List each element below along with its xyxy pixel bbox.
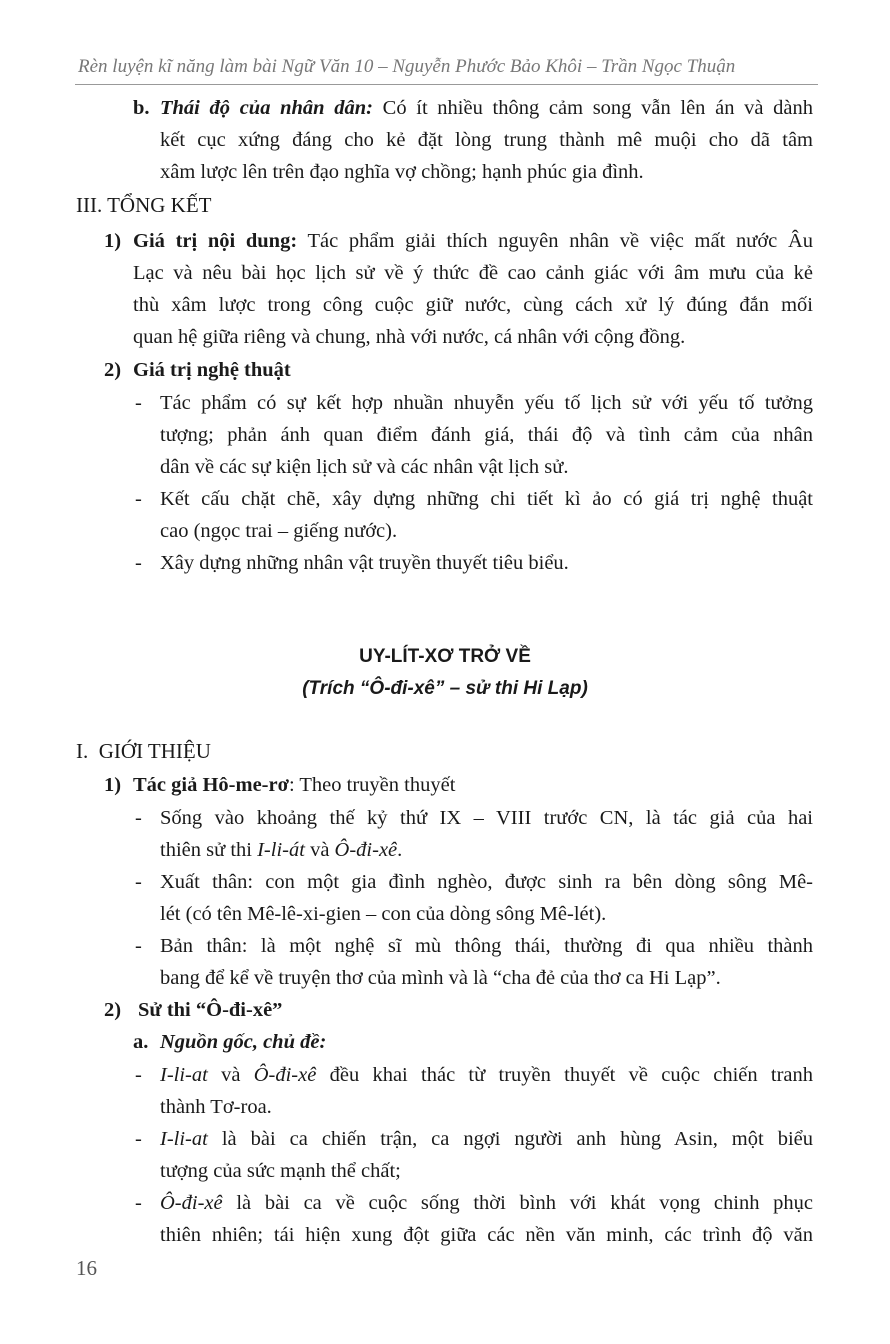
tk-bullet3-line-1: Xây dựng những nhân vật truyền thuyết tiêu biểu.: [160, 552, 569, 574]
tk-bullet1-line-2: tượng; phản ánh quan điểm đánh giá, thái độ và tình cảm của nhân: [160, 424, 813, 446]
gt-b1-iliat: I-li-át: [257, 839, 305, 861]
tk-item2-title: Giá trị nghệ thuật: [133, 359, 291, 381]
item-b-marker: b.: [133, 97, 150, 119]
gt-b1-odixe: Ô-đi-xê: [334, 839, 398, 861]
gt-a-b2-iliat: I-li-at: [160, 1128, 208, 1150]
gt-b1-a: thiên sử thi: [160, 839, 258, 861]
tk-item1-line-4: quan hệ giữa riêng và chung, nhà với nước, cá nhân với cộng đồng.: [133, 326, 686, 348]
heading-tong-ket: III. TỔNG KẾT: [76, 193, 212, 217]
running-header: Rèn luyện kĩ năng làm bài Ngữ Văn 10 – Nguyễn Phước Bảo Khôi – Trần Ngọc Thuận: [78, 56, 736, 77]
gt-a-b1-odixe: Ô-đi-xê: [253, 1064, 317, 1086]
bullet-dash: -: [135, 392, 142, 414]
tk-item1-title: Giá trị nội dung:: [133, 230, 298, 252]
page-number: 16: [76, 1256, 97, 1280]
gt-a-b1-va: và: [207, 1064, 254, 1086]
gt-a-b1-rest: đều khai thác từ truyền thuyết về cuộc chiến tranh: [316, 1064, 813, 1086]
header-rule: [75, 84, 818, 85]
gt-a-bullet2-line-2: tượng của sức mạnh thể chất;: [160, 1160, 401, 1182]
tk-item1-line-1: [133, 227, 813, 255]
gt-bullet2-line-2: lét (có tên Mê-lê-xi-gien – con của dòng sông Mê-lét).: [160, 903, 607, 925]
gt-sub-a-title: Nguồn gốc, chủ đề:: [160, 1031, 327, 1053]
gt-bullet3-line-1: Bản thân: là một nghệ sĩ mù thông thái, thường đi qua nhiều thành: [160, 935, 813, 957]
gt-item2-title: Sử thi “Ô-đi-xê”: [138, 999, 283, 1021]
tk-bullet2-line-2: cao (ngọc trai – giếng nước).: [160, 520, 398, 542]
gt-a-b3-odixe: Ô-đi-xê: [160, 1192, 223, 1214]
gt-a-bullet3-line-1: [160, 1189, 813, 1217]
tk-bullet1-line-1: Tác phẩm có sự kết hợp nhuần nhuyễn yếu tố lịch sử với yếu tố tưởng: [160, 392, 813, 414]
gt-sub-a-marker: a.: [133, 1031, 149, 1053]
gt-item2-num: 2): [104, 999, 122, 1021]
bullet-dash: -: [135, 552, 142, 574]
section-subtitle: (Trích “Ô-đi-xê” – sử thi Hi Lạp): [302, 678, 588, 699]
heading-gioi-thieu: I. GIỚI THIỆU: [76, 739, 211, 763]
gt-a-bullet1-line-1: [160, 1061, 813, 1089]
tk-bullet1-line-3: dân về các sự kiện lịch sử và các nhân vật lịch sử.: [160, 456, 569, 478]
gt-bullet2-line-1: Xuất thân: con một gia đình nghèo, được sinh ra bên dòng sông Mê-: [160, 871, 813, 893]
tk-bullet2-line-1: Kết cấu chặt chẽ, xây dựng những chi tiết kì ảo có giá trị nghệ thuật: [160, 488, 813, 510]
tk-item1-line-2: Lạc và nêu bài học lịch sử về ý thức đề cao cảnh giác với âm mưu của kẻ: [133, 262, 813, 284]
gt-item1-rest: : Theo truyền thuyết: [288, 774, 456, 796]
bullet-dash: -: [135, 1192, 142, 1214]
tk-item1-num: 1): [104, 230, 122, 252]
item-b-text-1: Có ít nhiều thông cảm song vẫn lên án và dành: [372, 97, 813, 119]
tk-item1-line-3: thù xâm lược trong công cuộc giữ nước, cùng cách xử lý đúng đắn mối: [133, 294, 813, 316]
gt-a-b3-rest: là bài ca về cuộc sống thời bình với khát vọng chinh phục: [222, 1192, 813, 1214]
gt-a-b2-rest: là bài ca chiến trận, ca ngợi người anh hùng Asin, một biểu: [207, 1128, 813, 1150]
bullet-dash: -: [135, 1064, 142, 1086]
gt-a-bullet3-line-2: thiên nhiên; tái hiện xung đột giữa các nền văn minh, các trình độ văn: [160, 1224, 813, 1246]
tk-item1-text-1: Tác phẩm giải thích nguyên nhân về việc mất nước Âu: [297, 230, 813, 252]
tk-item2-num: 2): [104, 359, 122, 381]
gt-item1-title: Tác giả Hô-me-rơ: [133, 774, 289, 796]
bullet-dash: -: [135, 871, 142, 893]
item-b-line-2: kết cục xứng đáng cho kẻ đặt lòng trung thành mê muội cho dã tâm: [160, 129, 813, 151]
bullet-dash: -: [135, 488, 142, 510]
section-title: UY-LÍT-XƠ TRỞ VỀ: [359, 646, 531, 667]
gt-a-bullet1-line-2: thành Tơ-roa.: [160, 1096, 272, 1118]
bullet-dash: -: [135, 807, 142, 829]
item-b-title: Thái độ của nhân dân:: [160, 97, 373, 119]
gt-item1-num: 1): [104, 774, 122, 796]
gt-b1-end: .: [397, 839, 403, 861]
item-b-line-3: xâm lược lên trên đạo nghĩa vợ chồng; hạnh phúc gia đình.: [160, 161, 644, 183]
gt-a-bullet2-line-1: [160, 1125, 813, 1153]
gt-a-b1-iliat: I-li-at: [160, 1064, 208, 1086]
bullet-dash: -: [135, 935, 142, 957]
gt-b1-va: và: [304, 839, 335, 861]
gt-item1-line: [133, 771, 455, 799]
item-b-line-1: [160, 94, 813, 122]
bullet-dash: -: [135, 1128, 142, 1150]
gt-bullet1-line-2: [160, 836, 402, 864]
gt-bullet1-line-1: Sống vào khoảng thế kỷ thứ IX – VIII trước CN, là tác giả của hai: [160, 807, 813, 829]
gt-bullet3-line-2: bang để kể về truyện thơ của mình và là “cha đẻ của thơ ca Hi Lạp”.: [160, 967, 721, 989]
